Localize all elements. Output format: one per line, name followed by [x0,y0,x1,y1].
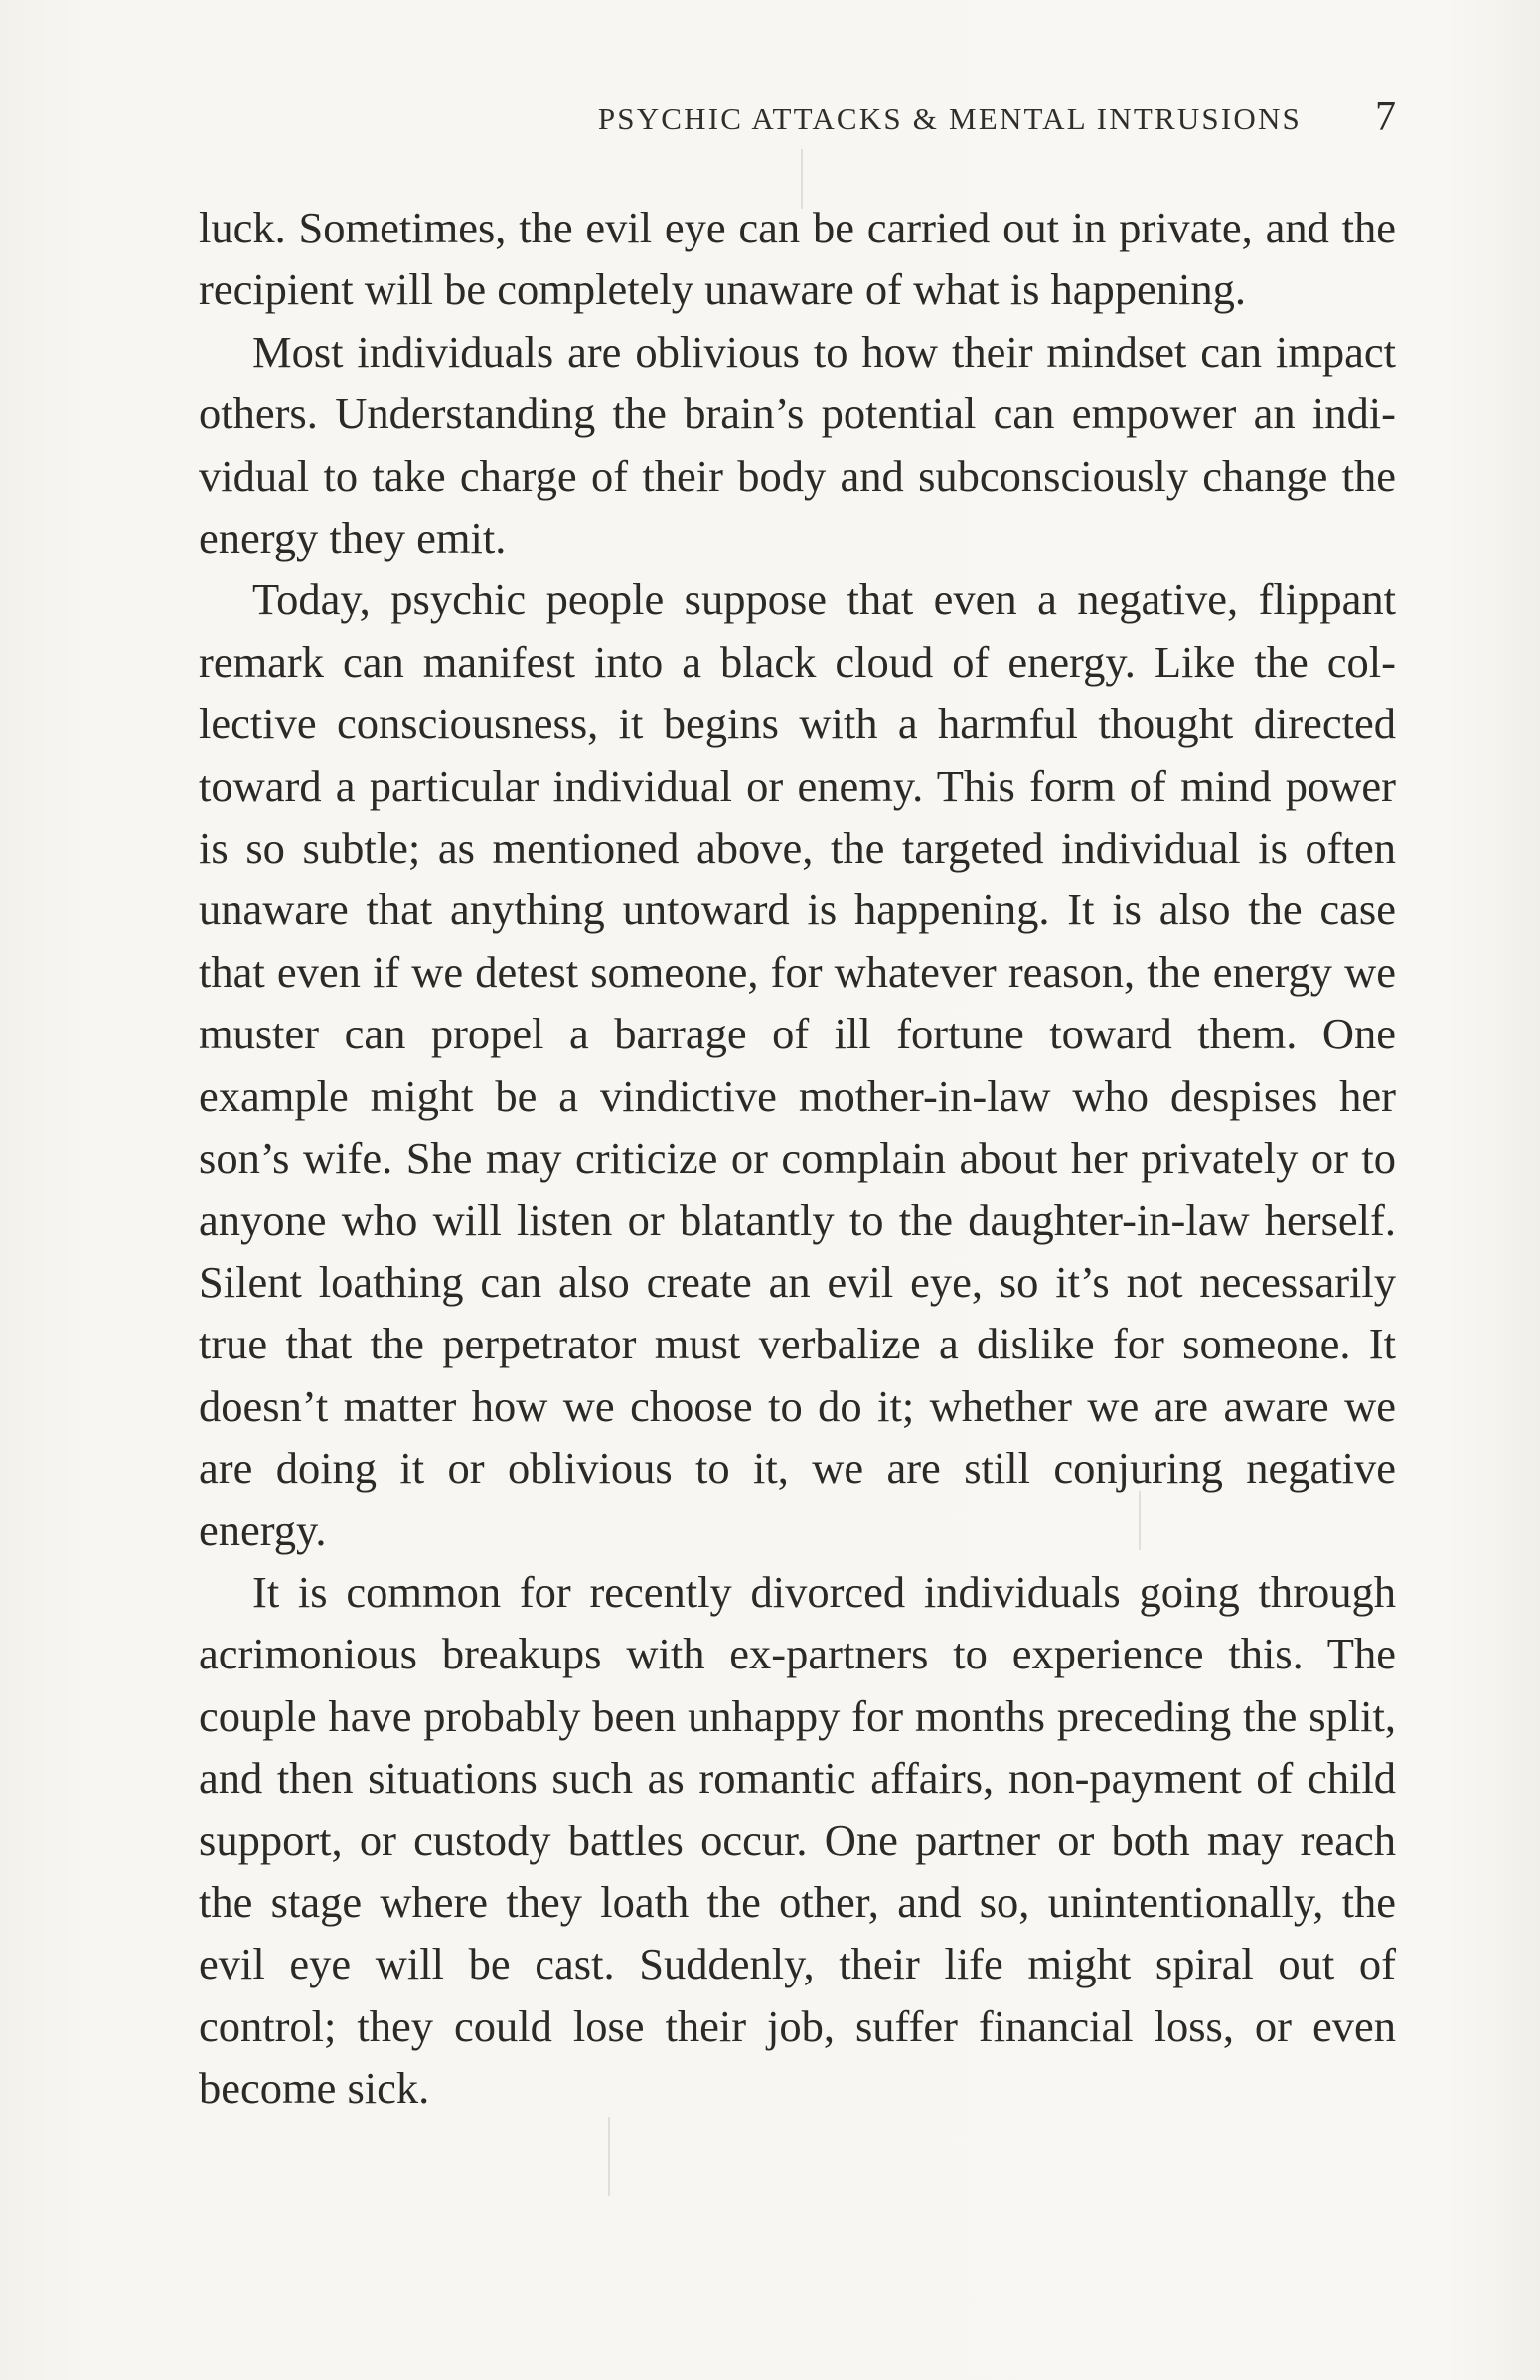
paragraph-2: Most individuals are oblivious to how their mindset can impact others. Understanding the brain’s potential can empower an individual to take charge of their body and subconsciously change the energy they emit. [199,326,1396,563]
scan-artifact-line [801,149,803,209]
paragraph-1: luck. Sometimes, the evil eye can be carried out in private, and the recipient will be completely unaware of what is happening. [199,203,1396,315]
scan-artifact-line [1139,1491,1141,1550]
paragraph-3: Today, psychic people suppose that even a negative, flippant remark can manifest into a black cloud of energy. Like the collective consciousness, it begins with a harmful thought directed toward a particular individual or enemy. This form of mind power is so subtle; as mentioned above, the targeted individual is often unaware that anything untoward is happening. It is also the case that even if we detest someone, for whatever reason, the energy we muster can propel a barrage of ill fortune toward them. One example might be a vindictive mother-in-law who despises her son’s wife. She may criticize or complain about her privately or to anyone who will listen or blatantly to the daughter-in-law herself. Silent loathing can also create an evil eye, so it’s not necessarily true that the perpetrator must verbalize a dislike for someone. It doesn’t matter how we choose to do it; whether we are aware we are doing it or oblivious to it, we are still conjuring negative energy. [199,574,1396,1555]
body-text [199,197,1396,2120]
page-number: 7 [1375,94,1396,140]
scan-artifact-line [608,2117,610,2196]
running-head-title: PSYCHIC ATTACKS & MENTAL INTRUSIONS [597,101,1302,136]
running-head [0,94,1540,147]
paragraph-4: It is common for recently divorced individuals going through acrimonious breakups with ex-partners to experience this. The couple have probably been unhappy for months preceding the split, and then situations such as romantic affairs, non-payment of child support, or custody battles occur. One partner or both may reach the stage where they loath the other, and so, unintentionally, the evil eye will be cast. Suddenly, their life might spiral out of control; they could lose their job, suffer financial loss, or even become sick. [199,1566,1396,2114]
